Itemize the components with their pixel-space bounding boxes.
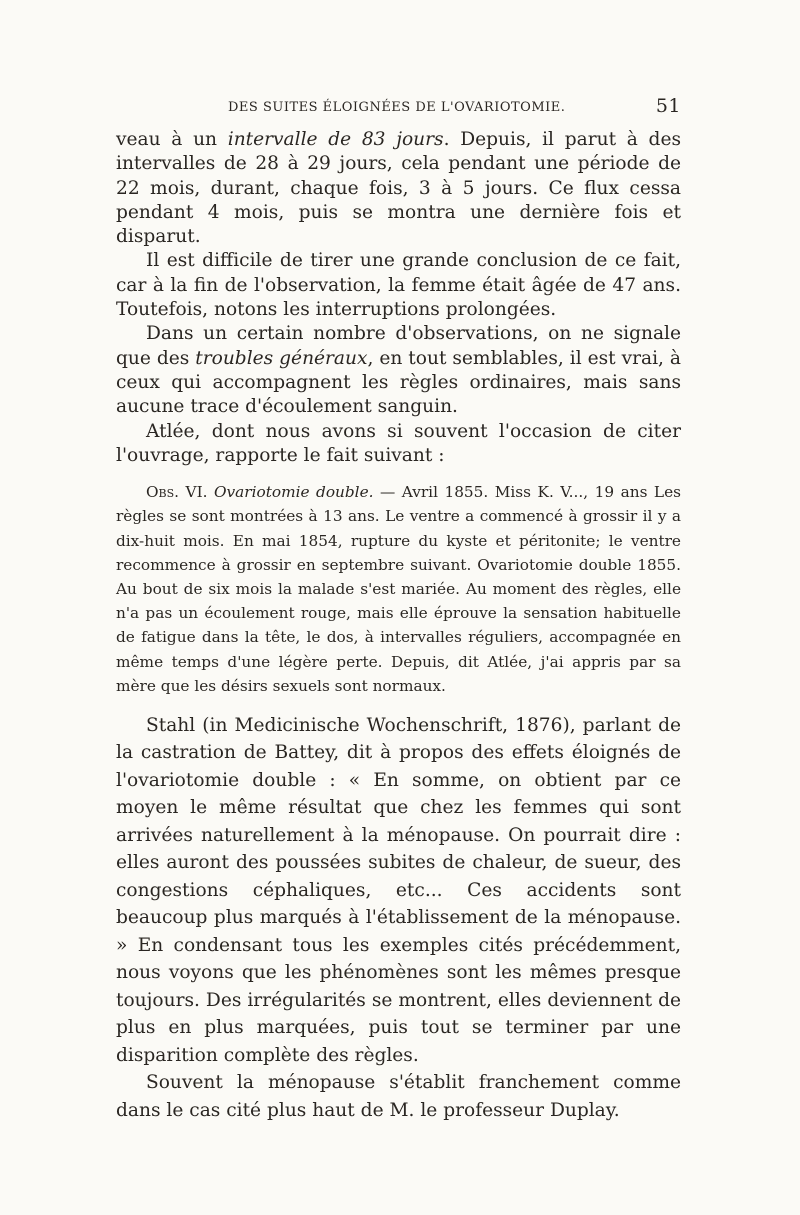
observation-text bbox=[116, 480, 681, 698]
observation-block bbox=[116, 480, 681, 698]
running-title: DES SUITES ÉLOIGNÉES DE L'OVARIOTOMIE. bbox=[228, 100, 566, 115]
paragraph-6: Souvent la ménopause s'établit franchement comme dans le cas cité plus haut de M. le professeur Duplay. bbox=[116, 1072, 681, 1121]
paragraph-3 bbox=[116, 322, 681, 419]
observation-title: Ovariotomie double. bbox=[214, 483, 374, 502]
paragraph-1-text-a: veau à un bbox=[116, 129, 228, 150]
paragraph-3-text-b: , en tout semblables, il est vrai, à ceux qui accompagnent les règles ordinaires, mais sans aucune trace d'écoulement sanguin. bbox=[116, 347, 682, 418]
observation-body: — Avril 1855. Miss K. V..., 19 ans Les règles se sont montrées à 13 ans. Le ventre a commencé à grossir il y a dix-huit mois. En mai 1854, rupture du kyste et péritonite; le ventre recommence à grossir en septembre suivant. Ovariotomie double 1855. Au bout de six mois la malade s'est mariée. Au moment des règles, elle n'a pas un écoulement rouge, mais elle éprouve la sensation habituelle de fatigue dans la tête, le dos, à intervalles réguliers, accompagnée en même temps d'une légère perte. Depuis, dit Atlée, j'ai appris par sa mère que les désirs sexuels sont normaux. bbox=[116, 483, 681, 695]
paragraph-1-emphasis: intervalle de 83 jours bbox=[227, 129, 444, 150]
book-page bbox=[116, 92, 681, 1124]
paragraph-5: Stahl (in Medicinische Wochenschrift, 1876), parlant de la castration de Battey, dit à propos des effets éloignés de l'ovariotomie double : « En somme, on obtient par ce moyen le même résultat que chez les femmes qui sont arrivées naturellement à la ménopause. On pourrait dire : elles auront des poussées subites de chaleur, de sueur, des congestions céphaliques, etc... Ces accidents sont beaucoup plus marqués à l'établissement de la ménopause. » En condensant tous les exemples cités précédemment, nous voyons que les phénomènes sont les mêmes presque toujours. Des irrégularités se montrent, elles deviennent de plus en plus marquées, puis tout se terminer par une disparition complète des règles. bbox=[116, 714, 681, 1066]
main-text bbox=[116, 128, 681, 468]
main-text-2 bbox=[116, 712, 681, 1125]
paragraph-1 bbox=[116, 128, 681, 249]
page-number: 51 bbox=[655, 95, 681, 117]
paragraph-3-emphasis: troubles généraux bbox=[195, 347, 368, 369]
observation-label: Obs. VI. bbox=[146, 483, 208, 502]
paragraph-3-text-a: Dans un certain nombre d'observations, on ne signale que des bbox=[116, 323, 681, 369]
paragraph-2: Il est difficile de tirer une grande conclusion de ce fait, car à la fin de l'observation, la femme était âgée de 47 ans. Toutefois, notons les interruptions prolongées. bbox=[116, 250, 681, 321]
page-header bbox=[116, 92, 681, 128]
paragraph-1-text-b: . Depuis, il parut à des intervalles de 28 à 29 jours, cela pendant une période de 22 mois, durant, chaque fois, 3 à 5 jours. Ce flux cessa pendant 4 mois, puis se montra une dernière fois et disparut. bbox=[116, 129, 682, 248]
paragraph-4: Atlée, dont nous avons si souvent l'occasion de citer l'ouvrage, rapporte le fait suivant : bbox=[116, 420, 681, 466]
